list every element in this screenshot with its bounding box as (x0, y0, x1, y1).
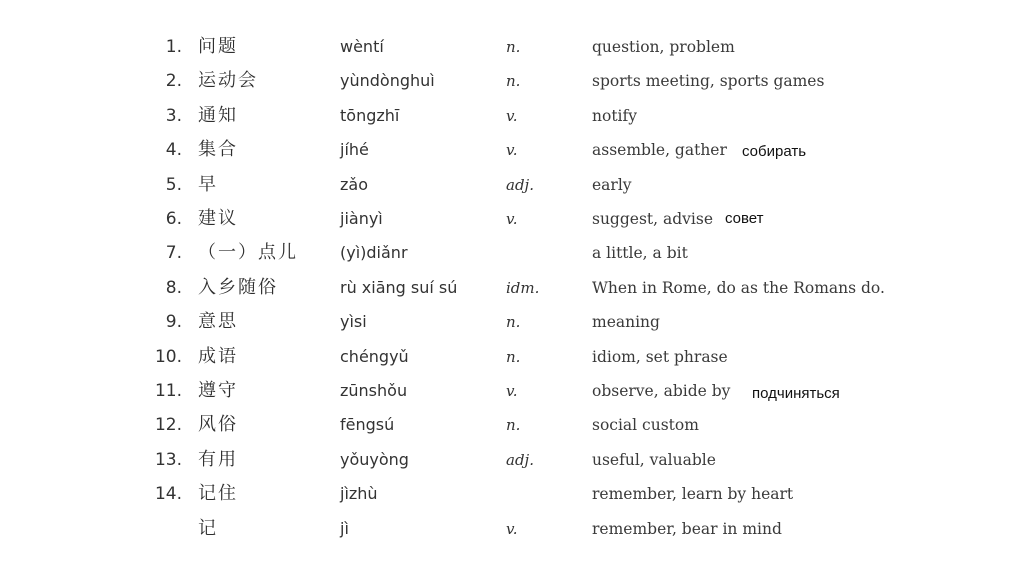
vocab-row (0, 477, 1024, 511)
vocab-gloss: idiom, set phrase (592, 347, 728, 366)
vocab-pinyin: rù xiāng suí sú (340, 277, 458, 297)
vocab-hanzi: 集合 (198, 139, 238, 161)
vocab-hanzi: 遵守 (198, 380, 238, 401)
vocab-gloss: meaning (592, 313, 660, 332)
annotation-observe-ru: подчиняться (752, 385, 840, 402)
vocab-number: 14. (154, 484, 182, 505)
vocab-gloss: social custom (592, 416, 699, 435)
vocab-part-of-speech: n. (506, 38, 521, 56)
vocab-row (0, 408, 1024, 442)
vocab-row (0, 30, 1024, 64)
vocab-pinyin: yìsi (340, 312, 367, 332)
vocab-number: 10. (154, 346, 182, 367)
vocab-gloss: remember, bear in mind (592, 519, 782, 538)
vocab-row (0, 168, 1024, 202)
vocab-hanzi: 成语 (198, 345, 238, 367)
vocab-part-of-speech: v. (506, 210, 518, 228)
vocab-row (0, 99, 1024, 133)
vocab-gloss: sports meeting, sports games (592, 72, 825, 91)
vocab-row (0, 133, 1024, 167)
vocab-number: 8. (165, 277, 182, 298)
vocab-number: 9. (165, 312, 182, 333)
vocab-pinyin: tōngzhī (340, 105, 400, 125)
vocab-pinyin: jìzhù (340, 484, 378, 504)
vocab-gloss: assemble, gather (592, 141, 727, 160)
vocab-row (0, 340, 1024, 374)
vocab-part-of-speech: n. (506, 416, 521, 435)
vocab-hanzi: 问题 (198, 36, 238, 57)
vocab-pinyin: jiànyì (340, 209, 383, 228)
vocab-part-of-speech: adj. (506, 175, 534, 194)
vocab-pinyin: yùndònghuì (340, 71, 435, 91)
vocab-part-of-speech: v. (506, 382, 518, 400)
vocab-row (0, 443, 1024, 477)
vocab-hanzi: 运动会 (198, 70, 258, 92)
vocab-number: 13. (154, 449, 182, 470)
vocab-pinyin: chéngyǔ (340, 346, 409, 366)
vocab-part-of-speech: v. (506, 519, 518, 538)
vocab-number: 1. (165, 37, 182, 57)
vocab-number: 7. (165, 243, 182, 264)
vocab-number: 12. (154, 415, 182, 436)
vocab-gloss: observe, abide by (592, 382, 731, 400)
vocab-hanzi: 建议 (198, 208, 238, 229)
vocab-hanzi: 有用 (198, 448, 238, 470)
vocab-hanzi: 记 (198, 517, 218, 539)
vocab-row (0, 202, 1024, 236)
vocab-hanzi: 通知 (198, 104, 238, 126)
annotation-gather-ru: собирать (742, 143, 807, 160)
vocab-hanzi: 入乡随俗 (198, 276, 278, 298)
vocab-pinyin: fēngsú (340, 415, 395, 435)
vocab-gloss: notify (592, 106, 637, 125)
vocab-gloss: suggest, advise (592, 210, 713, 228)
vocab-pinyin: jì (340, 518, 349, 538)
vocab-part-of-speech: n. (506, 72, 521, 91)
vocab-number: 6. (165, 209, 182, 229)
vocab-number: 5. (165, 174, 182, 195)
vocab-gloss: useful, valuable (592, 450, 716, 469)
vocab-part-of-speech: idm. (506, 278, 540, 297)
vocab-pinyin: jíhé (340, 140, 369, 160)
annotation-advise-ru: совет (725, 210, 764, 227)
vocab-pinyin: zǎo (340, 174, 368, 194)
vocab-part-of-speech: v. (506, 141, 518, 160)
vocab-number: 11. (154, 381, 182, 401)
vocab-hanzi: 风俗 (198, 414, 238, 436)
vocab-gloss: remember, learn by heart (592, 485, 794, 504)
vocab-row (0, 374, 1024, 408)
vocab-row (0, 512, 1024, 546)
vocab-part-of-speech: n. (506, 347, 521, 366)
vocab-hanzi: 意思 (198, 311, 238, 333)
vocab-number: 2. (165, 71, 182, 92)
vocab-row (0, 271, 1024, 305)
vocab-gloss: early (592, 175, 632, 194)
vocab-part-of-speech: v. (506, 106, 518, 125)
vocab-gloss: When in Rome, do as the Romans do. (592, 278, 885, 297)
vocab-hanzi: 早 (198, 173, 218, 195)
vocab-pinyin: wèntí (340, 37, 384, 56)
vocab-hanzi: 记住 (198, 483, 238, 505)
vocab-part-of-speech: adj. (506, 450, 534, 469)
vocab-row (0, 64, 1024, 98)
vocab-row (0, 305, 1024, 339)
vocab-pinyin: (yì)diǎnr (340, 243, 408, 263)
vocab-gloss: a little, a bit (592, 244, 688, 263)
vocab-pinyin: zūnshǒu (340, 381, 408, 400)
vocab-number: 3. (165, 105, 182, 126)
vocab-row (0, 236, 1024, 270)
vocab-number: 4. (165, 140, 182, 161)
vocab-hanzi: （一）点儿 (198, 242, 298, 264)
vocab-pinyin: yǒuyòng (340, 449, 409, 469)
vocab-part-of-speech: n. (506, 313, 521, 332)
vocab-gloss: question, problem (592, 38, 735, 56)
